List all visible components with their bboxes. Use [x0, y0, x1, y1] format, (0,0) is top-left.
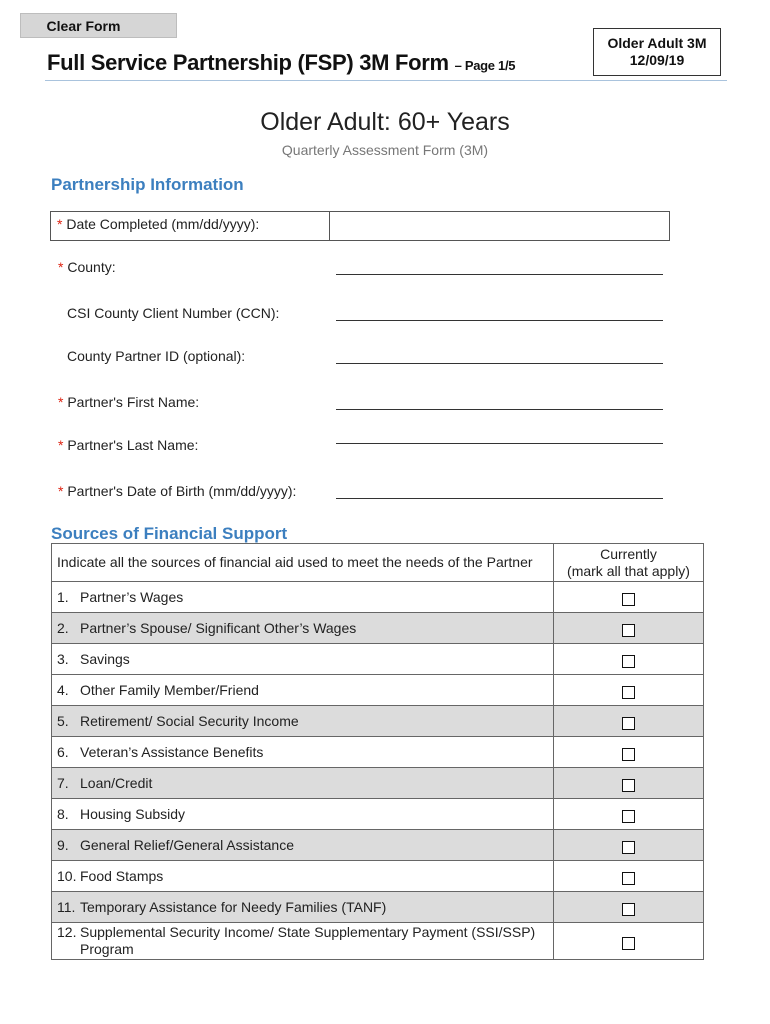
required-marker: * [58, 259, 64, 275]
table-header-row [52, 544, 704, 582]
item-label: Loan/Credit [80, 774, 153, 791]
item-label: Savings [80, 650, 130, 667]
ssi-ssp-checkbox[interactable] [622, 937, 635, 950]
page-indicator: – Page 1/5 [454, 58, 516, 73]
county-partner-id-input[interactable] [336, 347, 663, 364]
date-completed-label: * Date Completed (mm/dd/yyyy): [51, 212, 330, 240]
form-subheading: Quarterly Assessment Form (3M) [281, 142, 489, 158]
table-row: 11. Temporary Assistance for Needy Families (TANF) [52, 892, 704, 923]
header-divider [45, 80, 727, 81]
table-row: 7. Loan/Credit [52, 768, 704, 799]
item-label: Supplemental Security Income/ State Supplementary Payment (SSI/SSP) Program [80, 924, 536, 957]
table-row: 6. Veteran’s Assistance Benefits [52, 737, 704, 768]
table-row: 1. Partner’s Wages [52, 582, 704, 613]
required-marker: * [58, 437, 64, 453]
item-label: Temporary Assistance for Needy Families (TANF) [80, 898, 387, 915]
dob-label: * Partner's Date of Birth (mm/dd/yyyy): [58, 483, 297, 499]
first-name-label: * Partner's First Name: [58, 394, 200, 410]
county-input[interactable] [336, 258, 663, 275]
item-label: Retirement/ Social Security Income [80, 712, 299, 729]
column-header-description: Indicate all the sources of financial aid used to meet the needs of the Partner [52, 544, 554, 582]
retirement-checkbox[interactable] [622, 717, 635, 730]
clear-form-button[interactable]: Clear Form [20, 13, 177, 38]
table-row: 3. Savings [52, 644, 704, 675]
item-label: Housing Subsidy [80, 805, 186, 822]
date-completed-row [50, 211, 670, 241]
form-title: Full Service Partnership (FSP) 3M Form [47, 50, 449, 75]
page-title [47, 50, 515, 76]
last-name-label: * Partner's Last Name: [58, 437, 199, 453]
partner-wages-checkbox[interactable] [622, 593, 635, 606]
badge-form-name: Older Adult 3M [607, 35, 707, 51]
partnership-section-heading: Partnership Information [51, 175, 244, 194]
item-label: Partner’s Wages [80, 588, 184, 605]
veteran-benefits-checkbox[interactable] [622, 748, 635, 761]
required-marker: * [58, 483, 64, 499]
tanf-checkbox[interactable] [622, 903, 635, 916]
required-marker: * [58, 394, 64, 410]
financial-sources-table [51, 543, 704, 960]
form-version-badge [593, 28, 721, 76]
housing-subsidy-checkbox[interactable] [622, 810, 635, 823]
table-row: 9. General Relief/General Assistance [52, 830, 704, 861]
table-row: 8. Housing Subsidy [52, 799, 704, 830]
county-partner-id-label: County Partner ID (optional): [67, 348, 246, 364]
badge-date: 12/09/19 [629, 52, 685, 68]
required-marker: * [57, 216, 63, 232]
loan-credit-checkbox[interactable] [622, 779, 635, 792]
item-label: General Relief/General Assistance [80, 836, 294, 853]
ccn-label: CSI County Client Number (CCN): [67, 305, 280, 321]
family-friend-checkbox[interactable] [622, 686, 635, 699]
financial-section-heading: Sources of Financial Support [51, 524, 288, 543]
spouse-wages-checkbox[interactable] [622, 624, 635, 637]
table-row: 2. Partner’s Spouse/ Significant Other’s Wages [52, 613, 704, 644]
savings-checkbox[interactable] [622, 655, 635, 668]
first-name-input[interactable] [336, 393, 663, 410]
food-stamps-checkbox[interactable] [622, 872, 635, 885]
table-row: 12. Supplemental Security Income/ State Supplementary Payment (SSI/SSP) Program [52, 923, 704, 960]
form-heading: Older Adult: 60+ Years [260, 108, 510, 136]
table-row: 4. Other Family Member/Friend [52, 675, 704, 706]
table-row: 5. Retirement/ Social Security Income [52, 706, 704, 737]
table-row: 10. Food Stamps [52, 861, 704, 892]
county-label: * County: [58, 259, 116, 275]
dob-input[interactable] [336, 482, 663, 499]
ccn-input[interactable] [336, 304, 663, 321]
item-label: Food Stamps [80, 867, 164, 884]
item-label: Partner’s Spouse/ Significant Other’s Wages [80, 619, 357, 636]
date-completed-input[interactable] [330, 212, 669, 240]
item-label: Veteran’s Assistance Benefits [80, 743, 264, 760]
column-header-currently: Currently (mark all that apply) [554, 544, 704, 582]
item-label: Other Family Member/Friend [80, 681, 259, 698]
last-name-input[interactable] [336, 427, 663, 444]
general-relief-checkbox[interactable] [622, 841, 635, 854]
